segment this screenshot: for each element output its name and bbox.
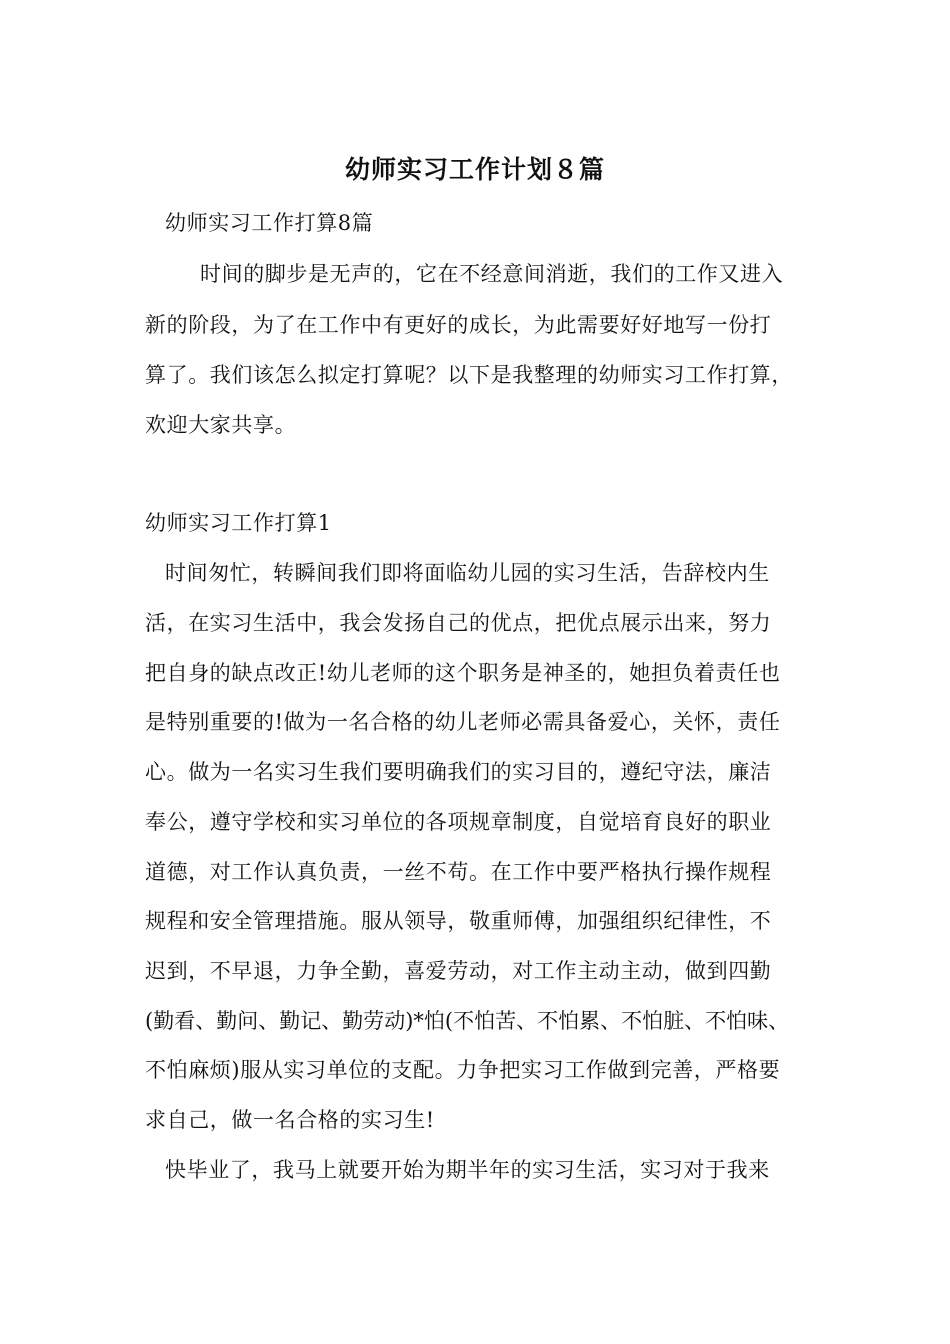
body-line: 道德，对工作认真负责，一丝不苟。在工作中要严格执行操作规程 <box>145 860 772 884</box>
body-line: 奉公，遵守学校和实习单位的各项规章制度，自觉培育良好的职业 <box>145 810 772 834</box>
body-line: 是特别重要的!做为一名合格的幼儿老师必需具备爱心，关怀，责任 <box>145 710 781 734</box>
document-subtitle: 幼师实习工作打算8篇 <box>165 211 374 235</box>
body-line: 活，在实习生活中，我会发扬自己的优点，把优点展示出来，努力 <box>145 611 772 635</box>
body-line: 规程和安全管理措施。服从领导，敬重师傅，加强组织纪律性，不 <box>145 909 772 933</box>
intro-line: 时间的脚步是无声的，它在不经意间消逝，我们的工作又进入 <box>200 262 784 286</box>
body-line: 时间匆忙，转瞬间我们即将面临幼儿园的实习生活，告辞校内生 <box>165 561 770 585</box>
body-line: 快毕业了，我马上就要开始为期半年的实习生活，实习对于我来 <box>165 1158 770 1182</box>
body-line: 不怕麻烦)服从实习单位的支配。力争把实习工作做到完善，严格要 <box>145 1058 781 1082</box>
body-line: (勤看、勤问、勤记、勤劳动)*怕(不怕苦、不怕累、不怕脏、不怕味、 <box>145 1009 790 1033</box>
body-line: 心。做为一名实习生我们要明确我们的实习目的，遵纪守法，廉洁 <box>145 760 772 784</box>
body-line: 把自身的缺点改正!幼儿老师的这个职务是神圣的，她担负着责任也 <box>145 661 781 685</box>
intro-line: 算了。我们该怎么拟定打算呢？以下是我整理的幼师实习工作打算， <box>145 363 793 387</box>
document-title: 幼师实习工作计划８篇 <box>344 155 605 184</box>
body-line: 求自己，做一名合格的实习生! <box>145 1108 435 1132</box>
intro-line: 欢迎大家共享。 <box>145 413 297 437</box>
intro-line: 新的阶段，为了在工作中有更好的成长，为此需要好好地写一份打 <box>145 313 772 337</box>
section-heading: 幼师实习工作打算1 <box>145 511 332 535</box>
body-line: 迟到，不早退，力争全勤，喜爱劳动，对工作主动主动，做到四勤 <box>145 959 772 983</box>
